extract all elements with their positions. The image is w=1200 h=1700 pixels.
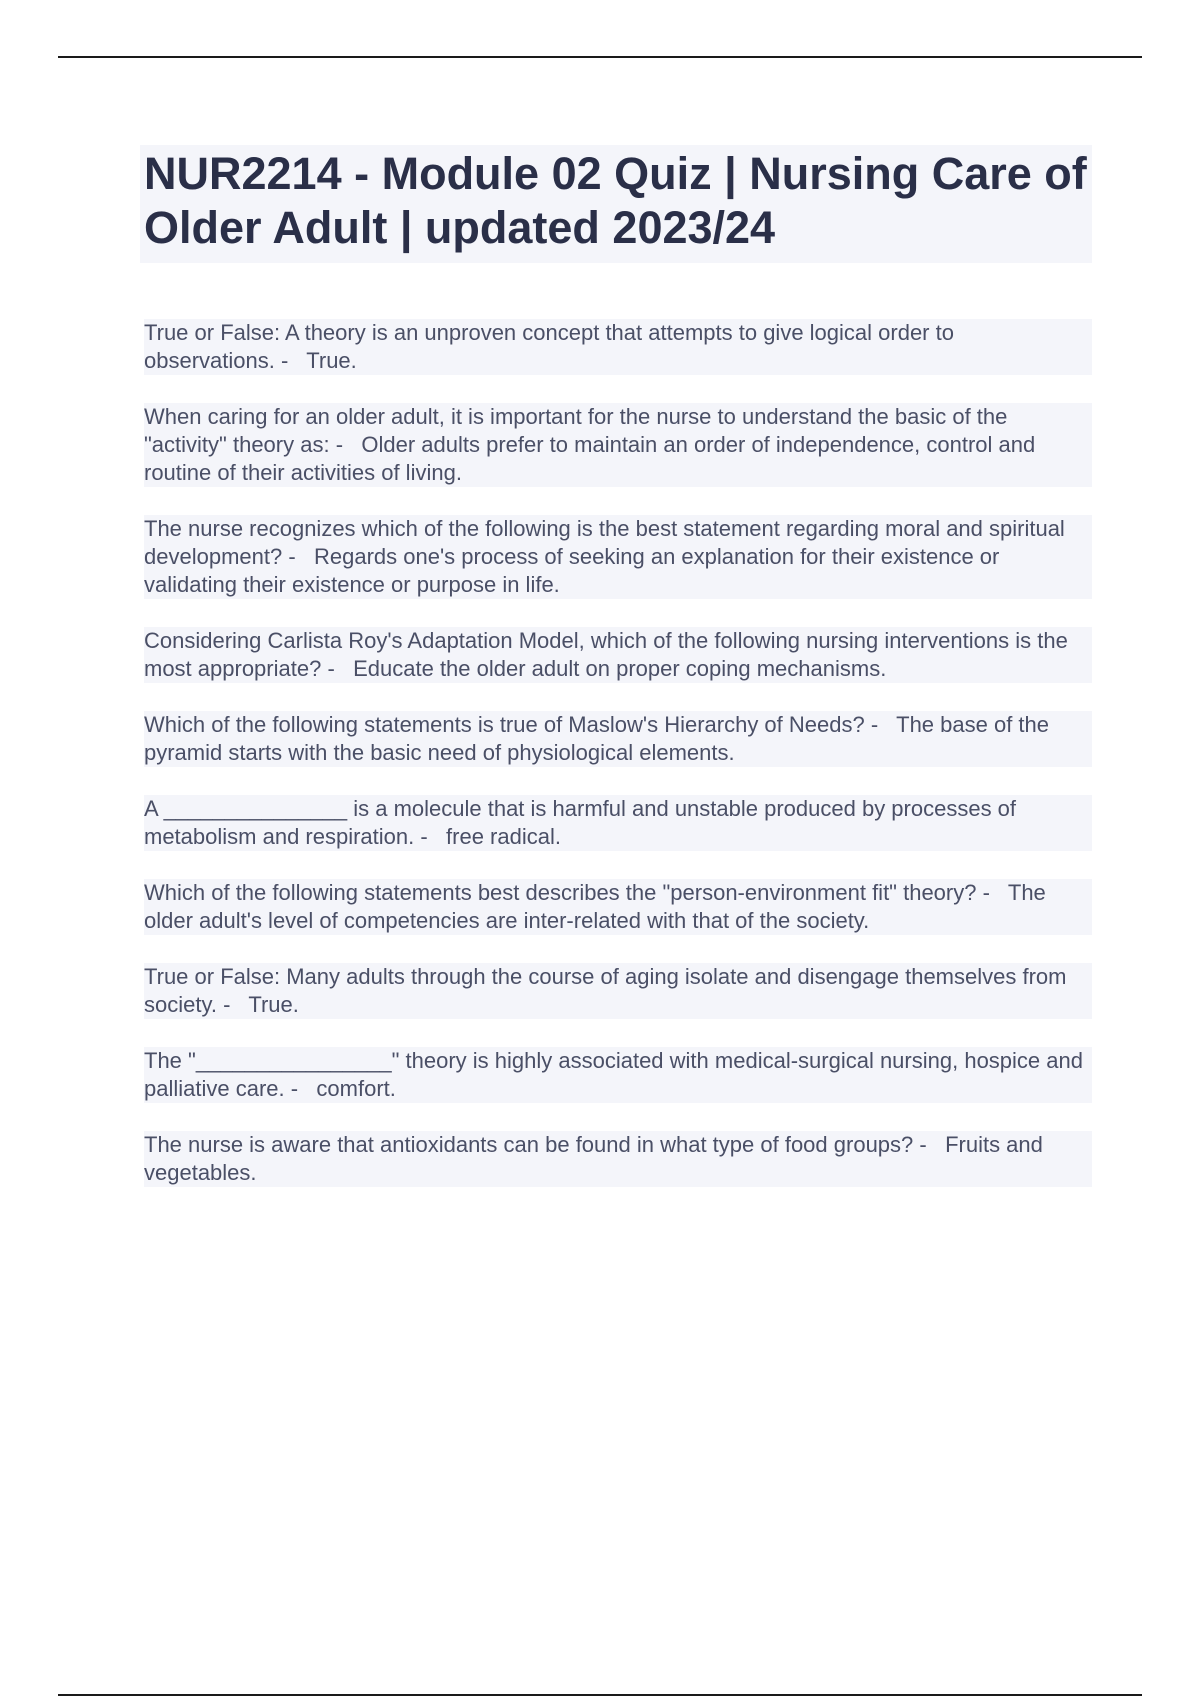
qa-item bbox=[144, 795, 1092, 851]
qa-separator: - bbox=[274, 348, 307, 373]
bottom-divider bbox=[58, 1694, 1142, 1696]
qa-separator: - bbox=[282, 544, 314, 569]
qa-separator: - bbox=[976, 880, 1008, 905]
top-divider bbox=[58, 56, 1142, 58]
answer-text: True. bbox=[306, 348, 357, 373]
qa-item bbox=[144, 627, 1092, 683]
qa-item bbox=[144, 515, 1092, 599]
answer-text: comfort. bbox=[316, 1076, 396, 1101]
qa-list bbox=[144, 319, 1092, 1187]
answer-text: Fruits and vegetables. bbox=[144, 1132, 1043, 1185]
question-text: The nurse is aware that antioxidants can be found in what type of food groups? bbox=[144, 1132, 914, 1157]
answer-text: The base of the pyramid starts with the basic need of physiological elements. bbox=[144, 712, 1050, 765]
qa-item bbox=[144, 403, 1092, 487]
answer-text: The older adult's level of competencies are inter-related with that of the society. bbox=[144, 880, 1046, 933]
question-text: Considering Carlista Roy's Adaptation Model, which of the following nursing interventions is the most appropriate? bbox=[144, 628, 1068, 681]
answer-text: Educate the older adult on proper coping mechanisms. bbox=[353, 656, 887, 681]
qa-separator: - bbox=[216, 992, 249, 1017]
question-text: Which of the following statements is true of Maslow's Hierarchy of Needs? bbox=[144, 712, 865, 737]
qa-item bbox=[144, 1047, 1092, 1103]
answer-text: Older adults prefer to maintain an order of independence, control and routine of their activities of living. bbox=[144, 432, 1036, 485]
qa-item bbox=[144, 1131, 1092, 1187]
qa-separator: - bbox=[913, 1132, 946, 1157]
question-text: Which of the following statements best describes the "person-environment fit" theory? bbox=[144, 880, 977, 905]
qa-item bbox=[144, 879, 1092, 935]
qa-item bbox=[144, 963, 1092, 1019]
qa-separator: - bbox=[284, 1076, 317, 1101]
question-text: True or False: A theory is an unproven concept that attempts to give logical order to observations. bbox=[144, 320, 954, 373]
answer-text: Regards one's process of seeking an explanation for their existence or validating their existence or purpose in life. bbox=[144, 544, 1000, 597]
question-text: When caring for an older adult, it is important for the nurse to understand the basic of the "activity" theory as: bbox=[144, 404, 1008, 457]
document-body bbox=[144, 145, 1092, 1215]
answer-text: free radical. bbox=[446, 824, 561, 849]
qa-item bbox=[144, 711, 1092, 767]
qa-item bbox=[144, 319, 1092, 375]
qa-separator: - bbox=[414, 824, 447, 849]
question-text: A _______________ is a molecule that is harmful and unstable produced by processes of metabolism and respiration. bbox=[144, 796, 1017, 849]
answer-text: True. bbox=[248, 992, 299, 1017]
qa-separator: - bbox=[329, 432, 362, 457]
qa-separator: - bbox=[864, 712, 897, 737]
qa-separator: - bbox=[321, 656, 354, 681]
question-text: The nurse recognizes which of the following is the best statement regarding moral and spiritual development? bbox=[144, 516, 1065, 569]
question-text: True or False: Many adults through the course of aging isolate and disengage themselves from society. bbox=[144, 964, 1067, 1017]
question-text: The "________________" theory is highly associated with medical-surgical nursing, hospice and palliative care. bbox=[144, 1048, 1083, 1101]
document-title: NUR2214 - Module 02 Quiz | Nursing Care of Older Adult | updated 2023/24 bbox=[140, 145, 1092, 263]
